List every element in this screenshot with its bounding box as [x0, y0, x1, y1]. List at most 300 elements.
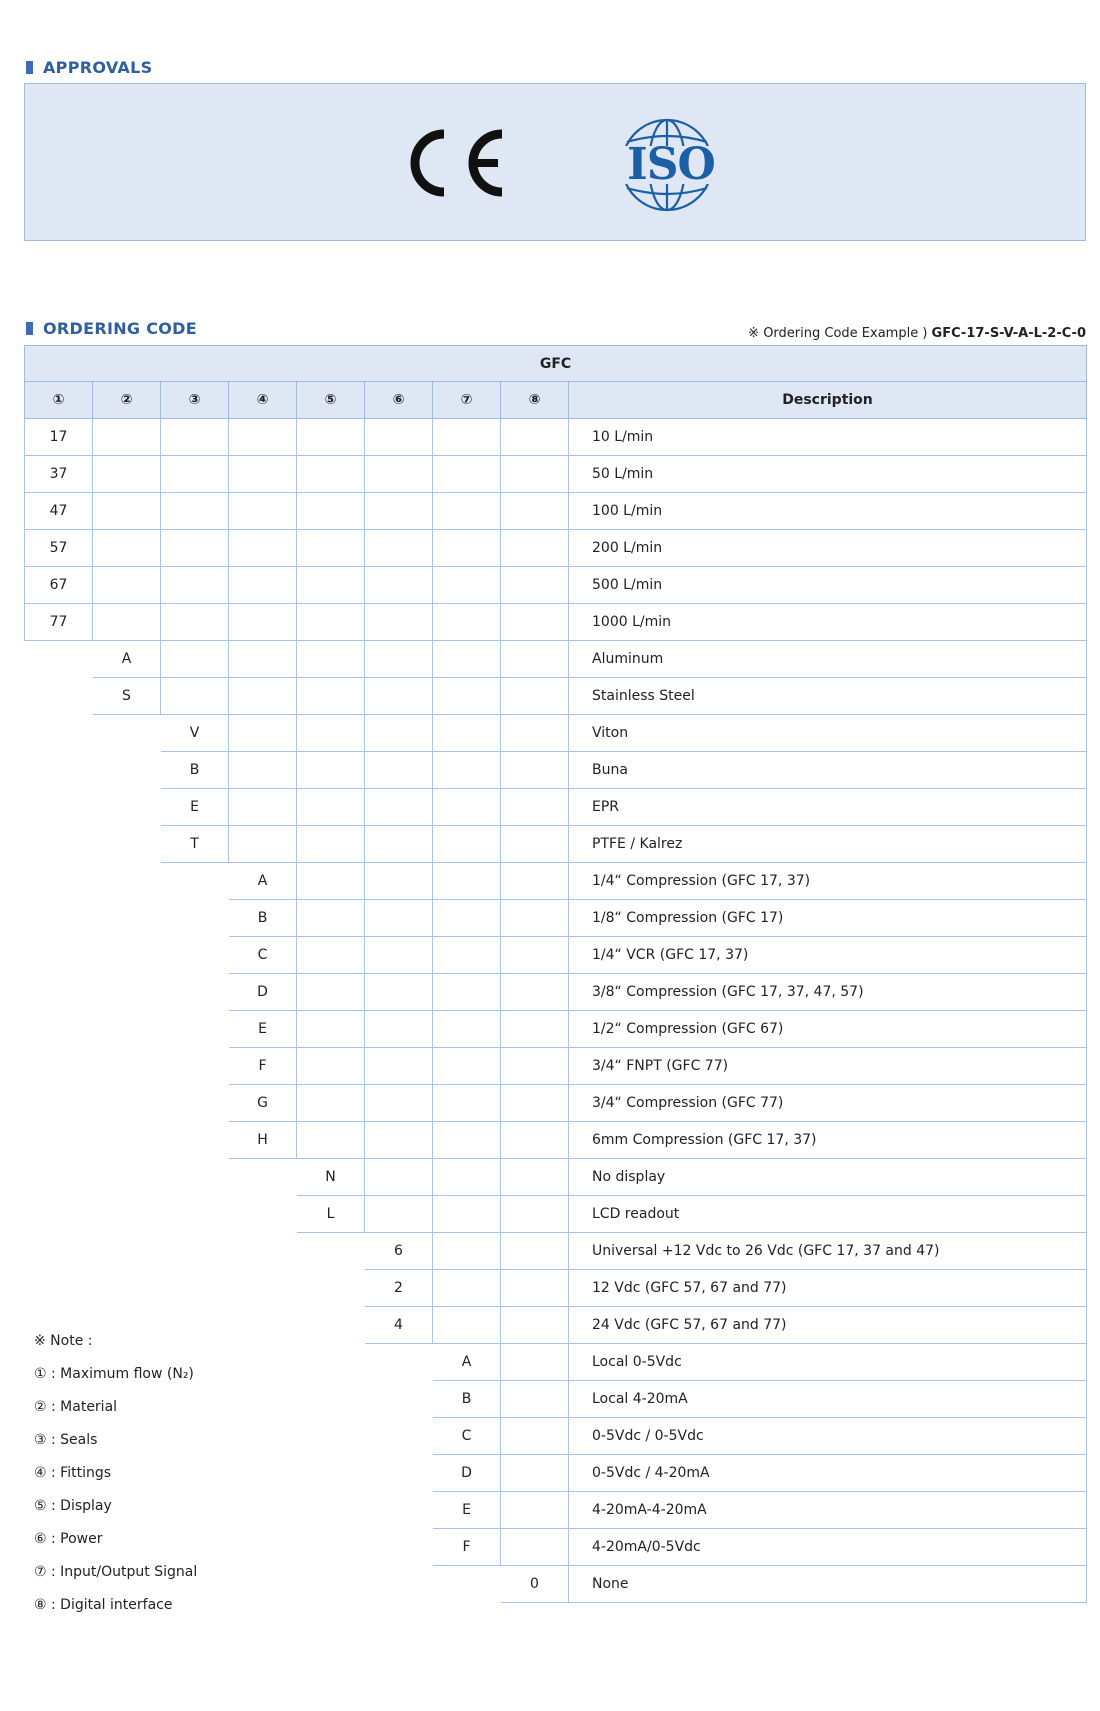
blank-cell — [161, 1233, 229, 1270]
description-cell: 500 L/min — [569, 567, 1087, 604]
description-cell: 1/8“ Compression (GFC 17) — [569, 900, 1087, 937]
blank-cell — [25, 1270, 93, 1307]
empty-cell — [297, 604, 365, 641]
blank-cell — [93, 1048, 161, 1085]
empty-cell — [501, 678, 569, 715]
empty-cell — [501, 1307, 569, 1344]
empty-cell — [501, 604, 569, 641]
table-row — [25, 974, 1087, 1011]
blank-cell — [365, 1492, 433, 1529]
example-code: GFC-17-S-V-A-L-2-C-0 — [931, 326, 1086, 341]
empty-cell — [93, 493, 161, 530]
description-cell: 4-20mA-4-20mA — [569, 1492, 1087, 1529]
blank-cell — [25, 974, 93, 1011]
iso-logo — [613, 116, 733, 214]
blank-cell — [25, 1122, 93, 1159]
empty-cell — [229, 826, 297, 863]
blank-cell — [25, 826, 93, 863]
code-cell: 67 — [25, 567, 93, 604]
code-cell: S — [93, 678, 161, 715]
blank-cell — [25, 641, 93, 678]
empty-cell — [501, 826, 569, 863]
code-cell: 0 — [501, 1566, 569, 1603]
approvals-title: APPROVALS — [43, 58, 153, 77]
empty-cell — [433, 493, 501, 530]
blank-cell — [229, 1270, 297, 1307]
table-row — [25, 715, 1087, 752]
svg-text:ISO: ISO — [627, 139, 715, 190]
column-header-1: ① — [25, 382, 93, 419]
empty-cell — [229, 419, 297, 456]
description-cell: Viton — [569, 715, 1087, 752]
table-row — [25, 863, 1087, 900]
blank-cell — [297, 1233, 365, 1270]
description-cell: 6mm Compression (GFC 17, 37) — [569, 1122, 1087, 1159]
empty-cell — [501, 567, 569, 604]
empty-cell — [501, 1381, 569, 1418]
description-cell: 0-5Vdc / 0-5Vdc — [569, 1418, 1087, 1455]
empty-cell — [365, 826, 433, 863]
empty-cell — [297, 1085, 365, 1122]
ce-mark-logo — [410, 128, 510, 198]
blank-cell — [93, 715, 161, 752]
code-cell: T — [161, 826, 229, 863]
blank-cell — [297, 1270, 365, 1307]
empty-cell — [365, 678, 433, 715]
empty-cell — [365, 974, 433, 1011]
table-row — [25, 530, 1087, 567]
code-cell: C — [229, 937, 297, 974]
empty-cell — [365, 752, 433, 789]
empty-cell — [501, 900, 569, 937]
empty-cell — [433, 1270, 501, 1307]
blank-cell — [365, 1344, 433, 1381]
blank-cell — [25, 1085, 93, 1122]
code-cell: E — [229, 1011, 297, 1048]
empty-cell — [365, 1159, 433, 1196]
empty-cell — [433, 641, 501, 678]
blank-cell — [93, 863, 161, 900]
code-cell: D — [433, 1455, 501, 1492]
empty-cell — [297, 567, 365, 604]
empty-cell — [161, 419, 229, 456]
code-cell: B — [229, 900, 297, 937]
approvals-heading — [26, 58, 152, 77]
blank-cell — [365, 1418, 433, 1455]
description-cell: 1000 L/min — [569, 604, 1087, 641]
code-cell: A — [229, 863, 297, 900]
description-cell: 10 L/min — [569, 419, 1087, 456]
heading-bullet-icon — [26, 322, 33, 335]
table-row — [25, 1270, 1087, 1307]
code-cell: F — [229, 1048, 297, 1085]
table-row — [25, 1196, 1087, 1233]
empty-cell — [501, 1159, 569, 1196]
empty-cell — [433, 1085, 501, 1122]
empty-cell — [365, 900, 433, 937]
empty-cell — [297, 937, 365, 974]
blank-cell — [297, 1529, 365, 1566]
description-cell: 4-20mA/0-5Vdc — [569, 1529, 1087, 1566]
empty-cell — [161, 678, 229, 715]
blank-cell — [229, 1529, 297, 1566]
table-row — [25, 1048, 1087, 1085]
column-header-6: ⑥ — [365, 382, 433, 419]
empty-cell — [93, 419, 161, 456]
empty-cell — [365, 715, 433, 752]
empty-cell — [297, 826, 365, 863]
empty-cell — [501, 863, 569, 900]
empty-cell — [433, 604, 501, 641]
empty-cell — [297, 493, 365, 530]
blank-cell — [161, 1196, 229, 1233]
blank-cell — [297, 1344, 365, 1381]
code-cell: B — [433, 1381, 501, 1418]
empty-cell — [297, 530, 365, 567]
code-cell: V — [161, 715, 229, 752]
description-cell: Aluminum — [569, 641, 1087, 678]
table-row — [25, 1159, 1087, 1196]
blank-cell — [93, 900, 161, 937]
description-cell: 200 L/min — [569, 530, 1087, 567]
code-cell: C — [433, 1418, 501, 1455]
empty-cell — [297, 752, 365, 789]
blank-cell — [25, 863, 93, 900]
empty-cell — [501, 641, 569, 678]
description-cell: 3/8“ Compression (GFC 17, 37, 47, 57) — [569, 974, 1087, 1011]
blank-cell — [25, 752, 93, 789]
table-row — [25, 789, 1087, 826]
table-row — [25, 752, 1087, 789]
column-header-8: ⑧ — [501, 382, 569, 419]
empty-cell — [229, 567, 297, 604]
table-row — [25, 604, 1087, 641]
description-cell: 3/4“ FNPT (GFC 77) — [569, 1048, 1087, 1085]
blank-cell — [25, 1196, 93, 1233]
empty-cell — [297, 1011, 365, 1048]
blank-cell — [161, 1011, 229, 1048]
empty-cell — [229, 789, 297, 826]
description-cell: Local 4-20mA — [569, 1381, 1087, 1418]
description-cell: No display — [569, 1159, 1087, 1196]
code-cell: N — [297, 1159, 365, 1196]
empty-cell — [501, 752, 569, 789]
blank-cell — [365, 1529, 433, 1566]
note-item: ⑦ : Input/Output Signal — [34, 1564, 198, 1580]
empty-cell — [433, 1196, 501, 1233]
empty-cell — [433, 715, 501, 752]
code-cell: G — [229, 1085, 297, 1122]
empty-cell — [297, 678, 365, 715]
empty-cell — [297, 419, 365, 456]
empty-cell — [501, 456, 569, 493]
empty-cell — [365, 493, 433, 530]
empty-cell — [365, 863, 433, 900]
blank-cell — [229, 1196, 297, 1233]
description-cell: LCD readout — [569, 1196, 1087, 1233]
empty-cell — [501, 715, 569, 752]
empty-cell — [365, 1048, 433, 1085]
code-cell: H — [229, 1122, 297, 1159]
table-row — [25, 641, 1087, 678]
blank-cell — [25, 789, 93, 826]
empty-cell — [365, 456, 433, 493]
table-row — [25, 678, 1087, 715]
empty-cell — [161, 493, 229, 530]
note-item: ② : Material — [34, 1399, 118, 1415]
empty-cell — [297, 1122, 365, 1159]
empty-cell — [297, 863, 365, 900]
blank-cell — [25, 1048, 93, 1085]
empty-cell — [433, 1048, 501, 1085]
code-cell: L — [297, 1196, 365, 1233]
column-header-2: ② — [93, 382, 161, 419]
blank-cell — [93, 1233, 161, 1270]
code-cell: B — [161, 752, 229, 789]
description-cell: EPR — [569, 789, 1087, 826]
blank-cell — [229, 1418, 297, 1455]
table-row — [25, 900, 1087, 937]
column-header-5: ⑤ — [297, 382, 365, 419]
code-cell: D — [229, 974, 297, 1011]
empty-cell — [297, 1048, 365, 1085]
empty-cell — [365, 1011, 433, 1048]
column-header-3: ③ — [161, 382, 229, 419]
code-cell: E — [433, 1492, 501, 1529]
table-row — [25, 1233, 1087, 1270]
empty-cell — [297, 715, 365, 752]
empty-cell — [433, 567, 501, 604]
empty-cell — [229, 641, 297, 678]
note-item: ⑧ : Digital interface — [34, 1597, 173, 1613]
blank-cell — [229, 1233, 297, 1270]
empty-cell — [501, 530, 569, 567]
code-cell: 77 — [25, 604, 93, 641]
description-cell: 100 L/min — [569, 493, 1087, 530]
description-header: Description — [569, 382, 1087, 419]
empty-cell — [501, 974, 569, 1011]
blank-cell — [229, 1381, 297, 1418]
note-item: ⑥ : Power — [34, 1531, 103, 1547]
table-row — [25, 1011, 1087, 1048]
code-cell: E — [161, 789, 229, 826]
table-row — [25, 419, 1087, 456]
blank-cell — [161, 974, 229, 1011]
empty-cell — [365, 1122, 433, 1159]
empty-cell — [229, 678, 297, 715]
empty-cell — [433, 789, 501, 826]
empty-cell — [433, 1122, 501, 1159]
description-cell: 1/4“ VCR (GFC 17, 37) — [569, 937, 1087, 974]
blank-cell — [25, 1159, 93, 1196]
empty-cell — [501, 789, 569, 826]
empty-cell — [365, 604, 433, 641]
description-cell: Universal +12 Vdc to 26 Vdc (GFC 17, 37 and 47) — [569, 1233, 1087, 1270]
empty-cell — [501, 1529, 569, 1566]
empty-cell — [365, 567, 433, 604]
table-row — [25, 937, 1087, 974]
heading-bullet-icon — [26, 61, 33, 74]
blank-cell — [93, 1159, 161, 1196]
empty-cell — [501, 1344, 569, 1381]
empty-cell — [297, 456, 365, 493]
empty-cell — [433, 752, 501, 789]
empty-cell — [365, 419, 433, 456]
empty-cell — [229, 604, 297, 641]
empty-cell — [365, 1196, 433, 1233]
note-item: ③ : Seals — [34, 1432, 98, 1448]
empty-cell — [161, 530, 229, 567]
notes-section — [34, 1325, 197, 1622]
description-cell: 1/2“ Compression (GFC 67) — [569, 1011, 1087, 1048]
empty-cell — [501, 493, 569, 530]
description-cell: Local 0-5Vdc — [569, 1344, 1087, 1381]
table-header-row — [25, 382, 1087, 419]
description-cell: 3/4“ Compression (GFC 77) — [569, 1085, 1087, 1122]
table-row — [25, 1085, 1087, 1122]
ordering-code-example — [748, 326, 1086, 341]
empty-cell — [365, 641, 433, 678]
blank-cell — [25, 1233, 93, 1270]
empty-cell — [501, 1418, 569, 1455]
description-cell: 50 L/min — [569, 456, 1087, 493]
empty-cell — [501, 1196, 569, 1233]
code-cell: 57 — [25, 530, 93, 567]
empty-cell — [433, 1307, 501, 1344]
empty-cell — [501, 1085, 569, 1122]
blank-cell — [93, 789, 161, 826]
note-item: ④ : Fittings — [34, 1465, 112, 1481]
table-row — [25, 456, 1087, 493]
description-cell: 24 Vdc (GFC 57, 67 and 77) — [569, 1307, 1087, 1344]
table-row — [25, 1122, 1087, 1159]
table-title: GFC — [25, 346, 1087, 382]
blank-cell — [161, 900, 229, 937]
blank-cell — [93, 1270, 161, 1307]
blank-cell — [161, 1048, 229, 1085]
empty-cell — [297, 789, 365, 826]
column-header-4: ④ — [229, 382, 297, 419]
description-cell: Buna — [569, 752, 1087, 789]
empty-cell — [297, 641, 365, 678]
blank-cell — [93, 1196, 161, 1233]
ordering-code-title: ORDERING CODE — [43, 319, 197, 338]
blank-cell — [297, 1381, 365, 1418]
table-row — [25, 567, 1087, 604]
empty-cell — [229, 530, 297, 567]
code-cell: 4 — [365, 1307, 433, 1344]
empty-cell — [365, 789, 433, 826]
code-cell: 6 — [365, 1233, 433, 1270]
description-cell: None — [569, 1566, 1087, 1603]
blank-cell — [229, 1344, 297, 1381]
code-cell: 17 — [25, 419, 93, 456]
empty-cell — [229, 456, 297, 493]
empty-cell — [365, 530, 433, 567]
empty-cell — [93, 530, 161, 567]
blank-cell — [297, 1418, 365, 1455]
blank-cell — [161, 1159, 229, 1196]
code-cell: A — [433, 1344, 501, 1381]
empty-cell — [229, 493, 297, 530]
blank-cell — [93, 1122, 161, 1159]
empty-cell — [501, 1270, 569, 1307]
blank-cell — [161, 1270, 229, 1307]
empty-cell — [501, 1011, 569, 1048]
empty-cell — [501, 1048, 569, 1085]
blank-cell — [25, 900, 93, 937]
description-cell: 12 Vdc (GFC 57, 67 and 77) — [569, 1270, 1087, 1307]
empty-cell — [433, 1011, 501, 1048]
blank-cell — [25, 715, 93, 752]
empty-cell — [433, 974, 501, 1011]
empty-cell — [501, 1233, 569, 1270]
empty-cell — [433, 419, 501, 456]
code-cell: 47 — [25, 493, 93, 530]
empty-cell — [161, 604, 229, 641]
description-cell: Stainless Steel — [569, 678, 1087, 715]
empty-cell — [93, 456, 161, 493]
empty-cell — [501, 1492, 569, 1529]
blank-cell — [229, 1492, 297, 1529]
example-label: ※ Ordering Code Example ) — [748, 326, 928, 341]
blank-cell — [297, 1455, 365, 1492]
blank-cell — [93, 826, 161, 863]
code-cell: A — [93, 641, 161, 678]
empty-cell — [433, 863, 501, 900]
table-row — [25, 826, 1087, 863]
description-cell: PTFE / Kalrez — [569, 826, 1087, 863]
empty-cell — [161, 641, 229, 678]
blank-cell — [25, 937, 93, 974]
empty-cell — [433, 1233, 501, 1270]
empty-cell — [501, 1455, 569, 1492]
empty-cell — [433, 937, 501, 974]
blank-cell — [229, 1455, 297, 1492]
empty-cell — [297, 974, 365, 1011]
notes-title: ※ Note : — [34, 1333, 93, 1349]
table-title-row — [25, 346, 1087, 382]
blank-cell — [365, 1455, 433, 1492]
description-cell: 1/4“ Compression (GFC 17, 37) — [569, 863, 1087, 900]
code-cell: 2 — [365, 1270, 433, 1307]
blank-cell — [25, 1011, 93, 1048]
empty-cell — [501, 1122, 569, 1159]
blank-cell — [93, 1085, 161, 1122]
blank-cell — [25, 678, 93, 715]
empty-cell — [161, 567, 229, 604]
blank-cell — [93, 1011, 161, 1048]
empty-cell — [433, 826, 501, 863]
empty-cell — [93, 604, 161, 641]
notes-list — [34, 1358, 197, 1622]
empty-cell — [433, 900, 501, 937]
blank-cell — [433, 1566, 501, 1603]
description-cell: 0-5Vdc / 4-20mA — [569, 1455, 1087, 1492]
empty-cell — [501, 419, 569, 456]
blank-cell — [161, 937, 229, 974]
blank-cell — [297, 1307, 365, 1344]
empty-cell — [93, 567, 161, 604]
ordering-code-heading — [26, 319, 197, 338]
blank-cell — [365, 1566, 433, 1603]
note-item: ① : Maximum flow (N₂) — [34, 1366, 194, 1382]
blank-cell — [297, 1566, 365, 1603]
blank-cell — [161, 1085, 229, 1122]
blank-cell — [93, 937, 161, 974]
blank-cell — [229, 1159, 297, 1196]
approvals-panel — [24, 83, 1086, 241]
